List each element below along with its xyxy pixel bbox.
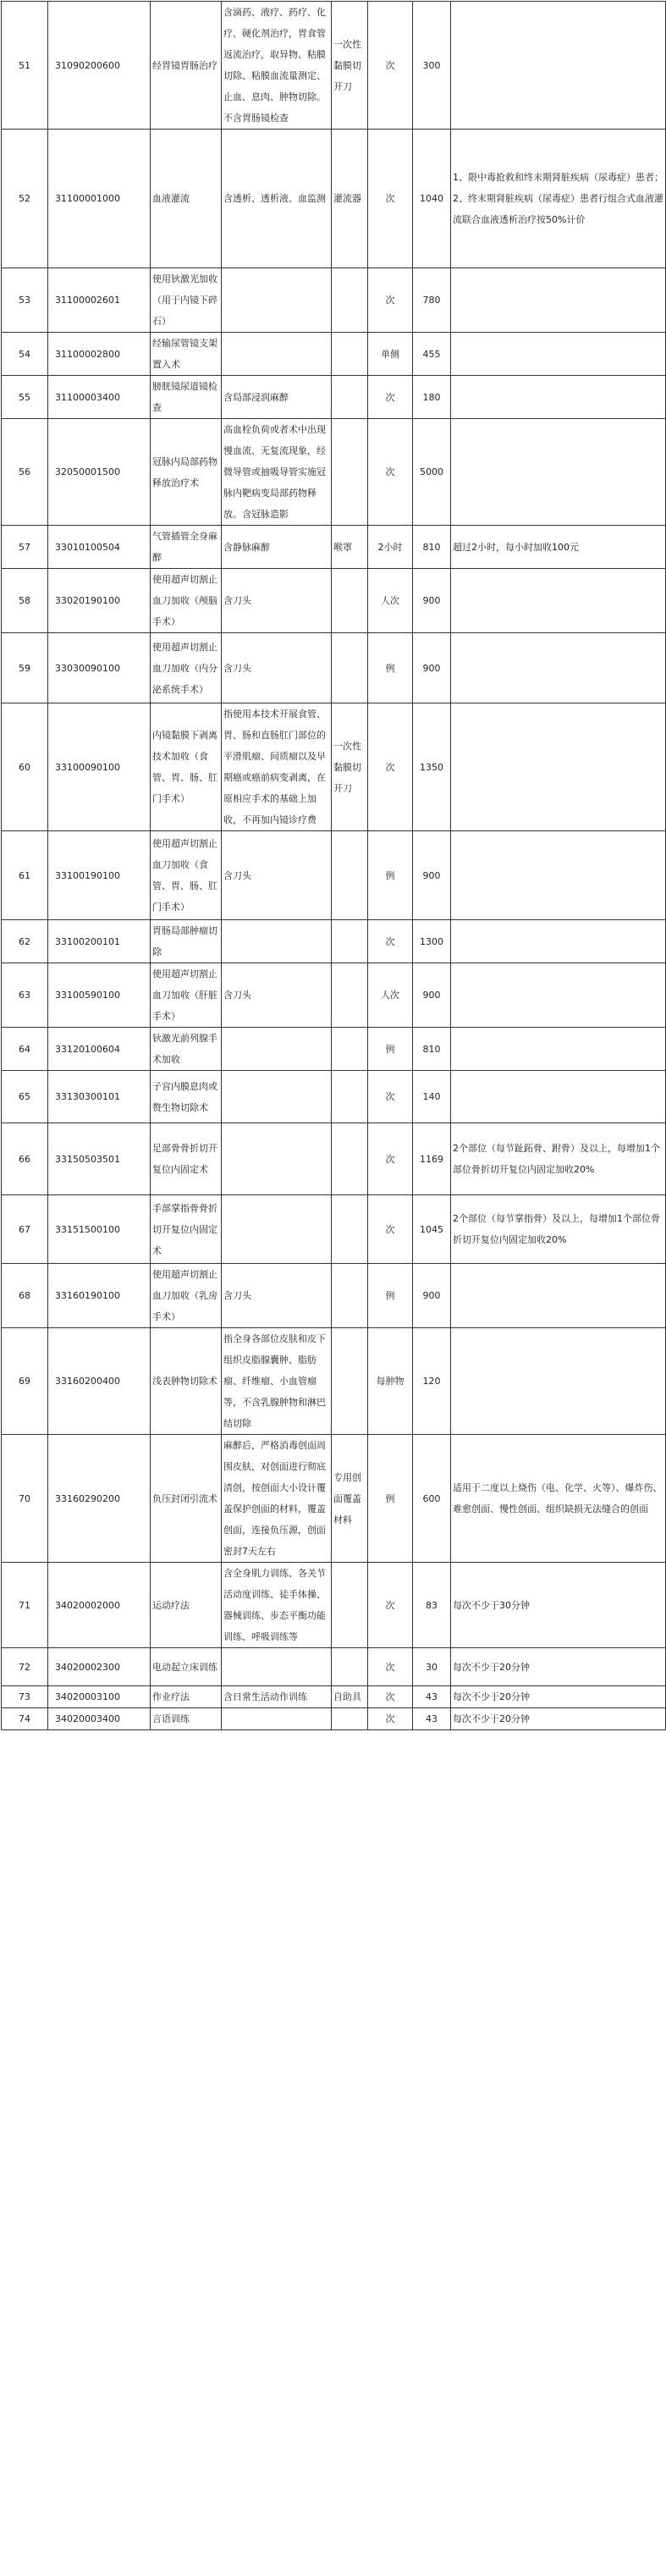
item-content — [222, 1028, 332, 1071]
item-number: 55 — [2, 376, 48, 419]
item-price: 1045 — [413, 1195, 451, 1264]
item-excluded: 自助具 — [332, 1686, 368, 1708]
item-price: 900 — [413, 831, 451, 920]
item-price: 810 — [413, 526, 451, 569]
item-name: 血液灌流 — [151, 130, 222, 268]
item-price: 900 — [413, 963, 451, 1028]
item-note — [451, 569, 666, 633]
item-excluded — [332, 419, 368, 526]
item-excluded — [332, 569, 368, 633]
item-code: 31100001000 — [48, 130, 151, 268]
item-number: 65 — [2, 1071, 48, 1123]
item-excluded — [332, 920, 368, 963]
item-name: 手部掌指骨骨折切开复位内固定术 — [151, 1195, 222, 1264]
table-row — [2, 1648, 666, 1686]
item-name: 负压封闭引流术 — [151, 1435, 222, 1563]
table-row — [2, 1264, 666, 1328]
item-excluded — [332, 1028, 368, 1071]
item-note: 2个部位（每节掌指骨）及以上，每增加1个部位骨折切开复位内固定加收20% — [451, 1195, 666, 1264]
item-content — [222, 268, 332, 333]
item-note — [451, 1071, 666, 1123]
item-price: 43 — [413, 1708, 451, 1730]
table-row — [2, 130, 666, 268]
item-price: 1300 — [413, 920, 451, 963]
table-row — [2, 1195, 666, 1264]
item-excluded — [332, 1708, 368, 1730]
item-note — [451, 1028, 666, 1071]
item-content — [222, 1123, 332, 1195]
item-code: 31090200600 — [48, 2, 151, 130]
item-note — [451, 633, 666, 703]
item-unit: 次 — [368, 268, 413, 333]
item-content: 含刀头 — [222, 1264, 332, 1328]
item-name: 作业疗法 — [151, 1686, 222, 1708]
item-code: 33100090100 — [48, 703, 151, 831]
item-content: 含静脉麻醉 — [222, 526, 332, 569]
item-note: 每次不少于20分钟 — [451, 1648, 666, 1686]
item-number: 68 — [2, 1264, 48, 1328]
item-code: 32050001500 — [48, 419, 151, 526]
item-number: 70 — [2, 1435, 48, 1563]
item-unit: 次 — [368, 703, 413, 831]
item-number: 57 — [2, 526, 48, 569]
item-number: 71 — [2, 1563, 48, 1648]
item-unit: 次 — [368, 130, 413, 268]
item-note — [451, 376, 666, 419]
item-unit: 2小时 — [368, 526, 413, 569]
table-row — [2, 569, 666, 633]
item-code: 33120100604 — [48, 1028, 151, 1071]
item-unit: 每肿物 — [368, 1328, 413, 1435]
item-price: 1169 — [413, 1123, 451, 1195]
item-code: 34020002300 — [48, 1648, 151, 1686]
item-name: 冠脉内局部药物释放治疗术 — [151, 419, 222, 526]
item-code: 34020002000 — [48, 1563, 151, 1648]
item-price: 30 — [413, 1648, 451, 1686]
item-unit: 次 — [368, 1123, 413, 1195]
item-content — [222, 333, 332, 376]
item-number: 53 — [2, 268, 48, 333]
item-unit: 次 — [368, 376, 413, 419]
item-number: 58 — [2, 569, 48, 633]
item-name: 子宫内膜息肉或赘生物切除术 — [151, 1071, 222, 1123]
item-code: 33160190100 — [48, 1264, 151, 1328]
item-name: 使用钬激光加收（用于内镜下碎石） — [151, 268, 222, 333]
item-price: 1350 — [413, 703, 451, 831]
item-price: 900 — [413, 569, 451, 633]
item-name: 言语训练 — [151, 1708, 222, 1730]
item-code: 34020003400 — [48, 1708, 151, 1730]
table-row — [2, 1563, 666, 1648]
item-number: 73 — [2, 1686, 48, 1708]
item-code: 33020190100 — [48, 569, 151, 633]
item-excluded: 灌流器 — [332, 130, 368, 268]
item-unit: 次 — [368, 1071, 413, 1123]
item-excluded — [332, 333, 368, 376]
item-unit: 次 — [368, 1648, 413, 1686]
item-content: 高血栓负荷或者术中出现慢血流、无复流现象，经微导管或抽吸导管实施冠脉内靶病变局部药物释放。含冠脉造影 — [222, 419, 332, 526]
item-number: 63 — [2, 963, 48, 1028]
item-content: 含滴药、液疗、药疗、化疗、硬化剂治疗，胃食管返流治疗，取异物、粘膜切除、粘膜血流量测定、止血、息肉、肿物切除。不含胃肠镜检查 — [222, 2, 332, 130]
item-content: 含日常生活动作训练 — [222, 1686, 332, 1708]
item-price: 180 — [413, 376, 451, 419]
item-unit: 人次 — [368, 963, 413, 1028]
item-note — [451, 1264, 666, 1328]
item-name: 经输尿管镜支架置入术 — [151, 333, 222, 376]
item-excluded — [332, 633, 368, 703]
item-excluded — [332, 376, 368, 419]
item-number: 56 — [2, 419, 48, 526]
item-note: 2个部位（每节趾跖骨、跗骨）及以上，每增加1个部位骨折切开复位内固定加收20% — [451, 1123, 666, 1195]
item-price: 455 — [413, 333, 451, 376]
item-excluded: 一次性黏膜切开刀 — [332, 703, 368, 831]
item-content — [222, 1071, 332, 1123]
item-code: 33010100504 — [48, 526, 151, 569]
item-code: 33030090100 — [48, 633, 151, 703]
item-name: 浅表肿物切除术 — [151, 1328, 222, 1435]
item-name: 使用超声切割止血刀加收（颅脑手术） — [151, 569, 222, 633]
item-name: 膀胱镜尿道镜检查 — [151, 376, 222, 419]
item-unit: 次 — [368, 1708, 413, 1730]
item-note: 每次不少于20分钟 — [451, 1708, 666, 1730]
item-name: 使用超声切割止血刀加收（肝脏手术） — [151, 963, 222, 1028]
item-number: 52 — [2, 130, 48, 268]
item-number: 54 — [2, 333, 48, 376]
item-content — [222, 1708, 332, 1730]
item-price: 810 — [413, 1028, 451, 1071]
item-number: 60 — [2, 703, 48, 831]
item-excluded — [332, 963, 368, 1028]
item-name: 胃肠局部肿瘤切除 — [151, 920, 222, 963]
item-note — [451, 419, 666, 526]
item-name: 内镜黏膜下剥离技术加收（食管、胃、肠、肛门手术） — [151, 703, 222, 831]
item-unit: 例 — [368, 1435, 413, 1563]
item-note — [451, 831, 666, 920]
item-name: 使用超声切割止血刀加收（乳房手术） — [151, 1264, 222, 1328]
item-note — [451, 703, 666, 831]
item-code: 31100002601 — [48, 268, 151, 333]
table-row — [2, 1123, 666, 1195]
item-excluded — [332, 1071, 368, 1123]
item-name: 经胃镜胃肠治疗 — [151, 2, 222, 130]
item-unit: 次 — [368, 1686, 413, 1708]
item-price: 900 — [413, 633, 451, 703]
item-code: 33160290200 — [48, 1435, 151, 1563]
item-number: 74 — [2, 1708, 48, 1730]
item-excluded — [332, 1123, 368, 1195]
table-row — [2, 1686, 666, 1708]
item-excluded: 一次性黏膜切开刀 — [332, 2, 368, 130]
item-price: 300 — [413, 2, 451, 130]
item-name: 使用超声切割止血刀加收（食管、胃、肠、肛门手术） — [151, 831, 222, 920]
item-unit: 次 — [368, 920, 413, 963]
item-name: 使用超声切割止血刀加收（内分泌系统手术） — [151, 633, 222, 703]
item-excluded — [332, 831, 368, 920]
table-row — [2, 1708, 666, 1730]
table-row — [2, 1028, 666, 1071]
item-number: 61 — [2, 831, 48, 920]
table-row — [2, 963, 666, 1028]
item-name: 钬激光前列腺手术加收 — [151, 1028, 222, 1071]
item-price: 780 — [413, 268, 451, 333]
item-unit: 例 — [368, 633, 413, 703]
item-code: 33151500100 — [48, 1195, 151, 1264]
item-content: 麻醉后，严格消毒创面周围皮肤，对创面进行彻底清创，按创面大小设计覆盖保护创面的材料，覆盖创面，连接负压源，创面密封7天左右 — [222, 1435, 332, 1563]
item-content: 指全身各部位皮肤和皮下组织皮脂腺囊肿、脂肪瘤、纤维瘤、小血管瘤等，不含乳腺肿物和淋巴结切除 — [222, 1328, 332, 1435]
item-code: 34020003100 — [48, 1686, 151, 1708]
item-excluded — [332, 1195, 368, 1264]
item-unit: 次 — [368, 419, 413, 526]
item-excluded — [332, 1264, 368, 1328]
item-note: 每次不少于20分钟 — [451, 1686, 666, 1708]
item-note: 适用于二度以上烧伤（电、化学、火等）、爆炸伤、难愈创面、慢性创面、组织缺损无法缝合的创面 — [451, 1435, 666, 1563]
item-price: 5000 — [413, 419, 451, 526]
item-content: 含刀头 — [222, 963, 332, 1028]
item-code: 33150503501 — [48, 1123, 151, 1195]
item-excluded: 专用创面覆盖材料 — [332, 1435, 368, 1563]
item-unit: 人次 — [368, 569, 413, 633]
item-note — [451, 1328, 666, 1435]
item-unit: 例 — [368, 1028, 413, 1071]
item-note: 超过2小时，每小时加收100元 — [451, 526, 666, 569]
item-note: 1、限中毒抢救和终末期肾脏疾病（尿毒症）患者；2、终末期肾脏疾病（尿毒症）患者行组合式血液灌流联合血液透析治疗按50%计价 — [451, 130, 666, 268]
table-row — [2, 1071, 666, 1123]
item-unit: 次 — [368, 2, 413, 130]
item-excluded — [332, 268, 368, 333]
item-code: 33160200400 — [48, 1328, 151, 1435]
item-number: 69 — [2, 1328, 48, 1435]
table-row — [2, 2, 666, 130]
table-row — [2, 526, 666, 569]
item-excluded: 喉罩 — [332, 526, 368, 569]
item-unit: 例 — [368, 1264, 413, 1328]
item-number: 64 — [2, 1028, 48, 1071]
item-note — [451, 963, 666, 1028]
item-number: 62 — [2, 920, 48, 963]
item-unit: 例 — [368, 831, 413, 920]
item-price: 140 — [413, 1071, 451, 1123]
item-number: 59 — [2, 633, 48, 703]
table-row — [2, 1328, 666, 1435]
item-content: 含刀头 — [222, 633, 332, 703]
item-content: 含局部浸润麻醉 — [222, 376, 332, 419]
table-row — [2, 831, 666, 920]
item-content — [222, 920, 332, 963]
item-code: 33100200101 — [48, 920, 151, 963]
table-row — [2, 1435, 666, 1563]
item-number: 66 — [2, 1123, 48, 1195]
table-row — [2, 633, 666, 703]
item-content — [222, 1195, 332, 1264]
table-row — [2, 268, 666, 333]
item-unit: 次 — [368, 1195, 413, 1264]
item-price: 600 — [413, 1435, 451, 1563]
table-row — [2, 376, 666, 419]
item-price: 43 — [413, 1686, 451, 1708]
item-code: 31100003400 — [48, 376, 151, 419]
item-content — [222, 1648, 332, 1686]
item-name: 气管插管全身麻醉 — [151, 526, 222, 569]
price-table — [1, 1, 666, 1730]
item-note — [451, 2, 666, 130]
item-price: 1040 — [413, 130, 451, 268]
item-content: 含刀头 — [222, 569, 332, 633]
item-price: 120 — [413, 1328, 451, 1435]
item-content: 含刀头 — [222, 831, 332, 920]
item-number: 72 — [2, 1648, 48, 1686]
item-name: 电动起立床训练 — [151, 1648, 222, 1686]
item-note — [451, 333, 666, 376]
item-note — [451, 268, 666, 333]
item-unit: 次 — [368, 1563, 413, 1648]
item-excluded — [332, 1563, 368, 1648]
item-price: 83 — [413, 1563, 451, 1648]
item-excluded — [332, 1328, 368, 1435]
item-content: 含透析、透析液、血监测 — [222, 130, 332, 268]
item-code: 33100190100 — [48, 831, 151, 920]
table-row — [2, 333, 666, 376]
item-note: 每次不少于30分钟 — [451, 1563, 666, 1648]
item-price: 900 — [413, 1264, 451, 1328]
item-name: 足部骨骨折切开复位内固定术 — [151, 1123, 222, 1195]
item-code: 31100002800 — [48, 333, 151, 376]
item-content: 含全身肌力训练、各关节活动度训练、徒手体操、器械训练、步态平衡功能训练、呼吸训练等 — [222, 1563, 332, 1648]
item-code: 33100590100 — [48, 963, 151, 1028]
table-row — [2, 419, 666, 526]
item-note — [451, 920, 666, 963]
item-number: 51 — [2, 2, 48, 130]
table-row — [2, 703, 666, 831]
table-row — [2, 920, 666, 963]
item-number: 67 — [2, 1195, 48, 1264]
item-excluded — [332, 1648, 368, 1686]
item-name: 运动疗法 — [151, 1563, 222, 1648]
item-content: 指使用本技术开展食管、胃、肠和直肠肛门部位的平滑肌瘤、间质瘤以及早期癌或癌前病变剥离，在原相应手术的基础上加收，不再加内镜诊疗费 — [222, 703, 332, 831]
item-code: 33130300101 — [48, 1071, 151, 1123]
item-unit: 单侧 — [368, 333, 413, 376]
